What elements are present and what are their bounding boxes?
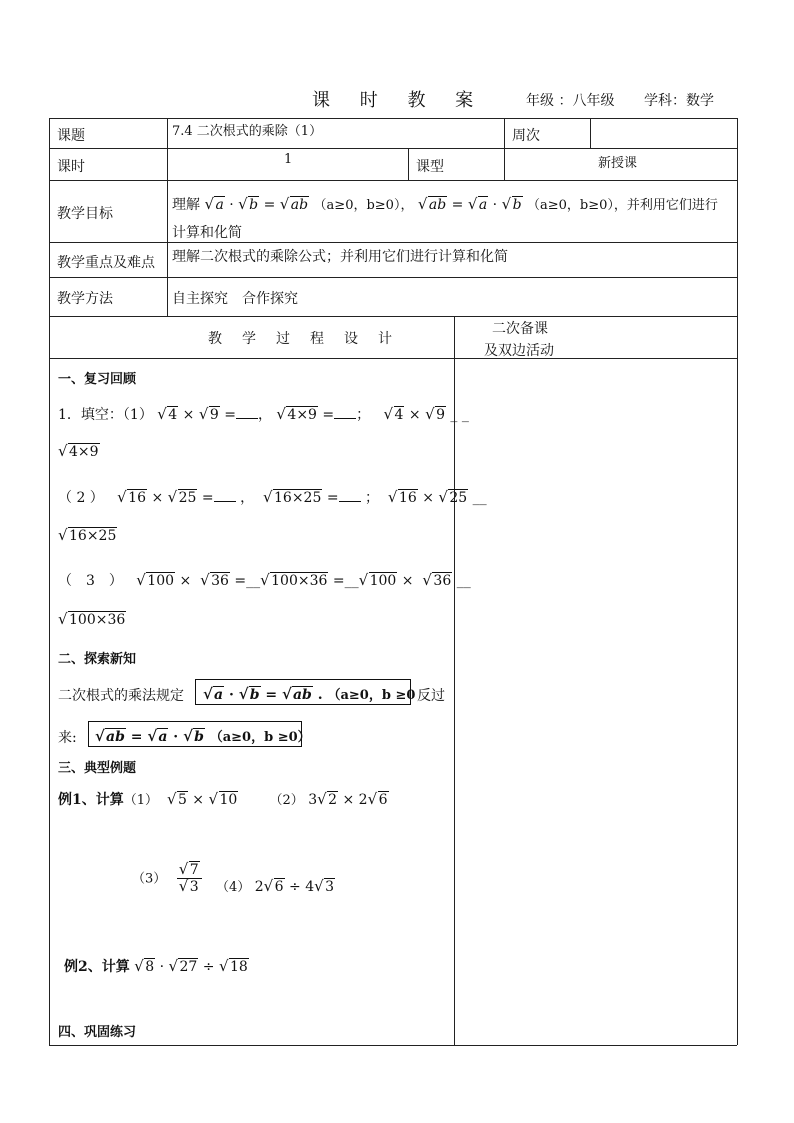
rule-label: 二次根式的乘法规定 bbox=[58, 688, 184, 704]
section-examples: 三、典型例题 bbox=[58, 761, 137, 776]
come-label: 来: bbox=[58, 730, 77, 746]
section-review: 一、复习回顾 bbox=[58, 372, 137, 387]
fill-2-cont: √ 16×25 bbox=[58, 528, 117, 544]
method-value: 自主探究 合作探究 bbox=[172, 291, 298, 307]
example-1-part4: （4） 2√ 6 ÷ 4√ 3 bbox=[216, 876, 335, 895]
objective-label: 教学目标 bbox=[57, 206, 113, 222]
fill-2: （ 2 ） √ 16 × √ 25 = ， √ 16×25 = ； √ 16 × √ 25 __ bbox=[58, 487, 487, 507]
objective-line2: 计算和化简 bbox=[172, 225, 242, 241]
section-practice: 四、巩固练习 bbox=[58, 1025, 137, 1040]
example-1: 例1、计算（1） √ 5 × √ 10 （2） 3√ 2 × 2√ 6 bbox=[58, 789, 389, 809]
lesson-type-label: 课型 bbox=[416, 159, 444, 175]
reverse-label: 反过 bbox=[417, 688, 445, 704]
week-label: 周次 bbox=[512, 128, 540, 144]
process-header: 教 学 过 程 设 计 bbox=[208, 331, 395, 347]
rule2-formula: √ ab = √ a · √ b （a≥0，b ≥0） bbox=[95, 726, 311, 745]
page-title: 课 时 教 案 bbox=[312, 90, 486, 111]
side-header-line1: 二次备课 bbox=[492, 321, 548, 337]
objective-formula: 理解 √ a · √ b = √ ab （a≥0，b≥0）， √ ab = √ a · √ b （a≥0，b≥0），并利用它们进行 bbox=[172, 194, 718, 214]
section-explore: 二、探索新知 bbox=[58, 652, 137, 667]
topic-label: 课题 bbox=[57, 128, 85, 144]
lesson-type-value: 新授课 bbox=[598, 156, 638, 171]
fill-1-cont: √ 4×9 bbox=[58, 444, 100, 460]
fill-3: （ 3 ） √ 100 × √ 36 =__√ 100×36 =__√ 100 × √ 36 __ bbox=[58, 570, 471, 590]
period-label: 课时 bbox=[57, 159, 85, 175]
method-label: 教学方法 bbox=[57, 291, 113, 307]
rule-formula: √ a · √ b = √ ab . （a≥0，b ≥0 bbox=[203, 684, 415, 703]
focus-value: 理解二次根式的乘除公式；并利用它们进行计算和化简 bbox=[172, 249, 508, 265]
fill-1: 1．填空：（1） √ 4 × √ 9 = ， √ 4×9 = ； √ 4 × √ 9 _ _ bbox=[58, 404, 469, 424]
topic-value: 7.4 二次根式的乘除（1） bbox=[172, 124, 323, 139]
subject-label: 学科：数学 bbox=[644, 93, 714, 109]
side-header-line2: 及双边活动 bbox=[484, 343, 554, 359]
example-1-part3: （3） √ 7 √ 3 bbox=[132, 862, 202, 895]
grade-label: 年级 ：八年级 bbox=[526, 93, 615, 109]
period-value: 1 bbox=[284, 152, 293, 167]
fill-3-cont: √ 100×36 bbox=[58, 612, 126, 628]
focus-label: 教学重点及难点 bbox=[57, 255, 155, 271]
example-2: 例2、计算 √ 8 · √ 27 ÷ √ 18 bbox=[64, 956, 249, 976]
